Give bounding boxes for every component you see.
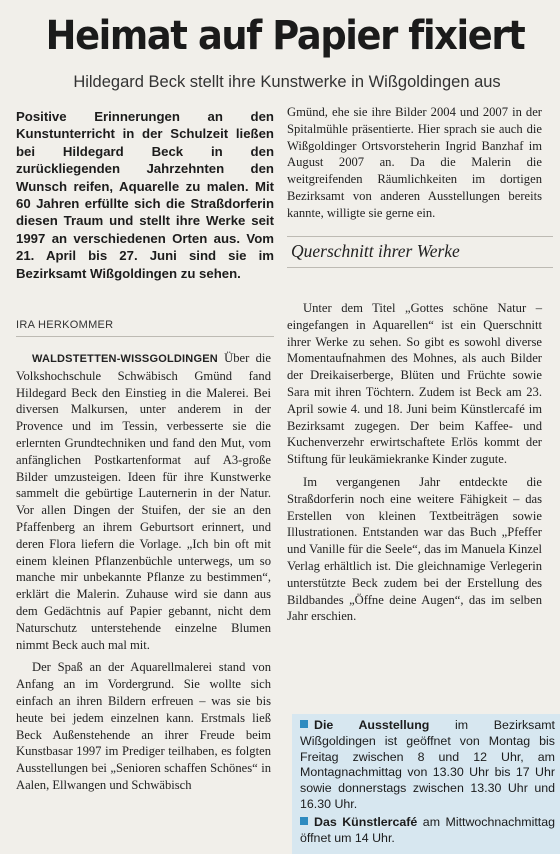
section-subhead: Querschnitt ihrer Werke	[287, 236, 553, 268]
info-item-exhibition	[300, 718, 555, 813]
right-para-1: Gmünd, ehe sie ihre Bilder 2004 und 2007 in der Spitalmühle präsentierte. Hier sprach sie auch die Wißgoldinger Ortsvorsteherin Ingrid Banzhaf im August 2007 an. Da die Malerin die weitgreifenden Räumlichkeiten im dortigen Bezirksamt von anderen Ausstellungen bereits kannte, willigte sie gerne ein.	[287, 105, 542, 220]
article-subheadline: Hildegard Beck stellt ihre Kunstwerke in Wißgoldingen aus	[73, 73, 501, 91]
info-item-exhibition-title: Die Ausstellung	[314, 718, 430, 732]
left-para-1	[16, 350, 271, 653]
article-lead: Positive Erinnerungen an den Kunstunterricht in der Schulzeit ließen bei Hildegard Beck in den zurückliegenden Jahrzehnten den Wunsch reifen, Aquarelle zu malen. Mit 60 Jahren erfüllte sich die Straßdorferin diesen Traum und stellt ihre Werke seit 1997 an verschiedenen Orten aus. Vom 21. April bis 27. Juni sind sie im Bezirksamt Wißgoldingen zu sehen.	[16, 109, 274, 281]
dateline: WALDSTETTEN-WISSGOLDINGEN	[32, 353, 218, 365]
info-item-cafe-title: Das Künstlercafé	[314, 814, 418, 829]
info-item-exhibition-text: im Bezirksamt Wißgoldingen ist geöffnet von Montag bis Freitag zwischen 8 und 12 Uhr, am Montagnachmittag von 13.30 Uhr bis 17 Uhr sowie donnerstags zwischen 13.30 Uhr und 16.30 Uhr.	[300, 718, 555, 811]
info-item-cafe-text: am Mittwochnachmittag öffnet um 14 Uhr.	[300, 814, 556, 845]
square-bullet-icon	[300, 720, 308, 728]
right-para-2: Unter dem Titel „Gottes schöne Natur – eingefangen in Aquarellen“ ist ein Querschnitt ihrer Werke zu sehen. So gibt es sowohl diverse Momentaufnahmen des Mohnes, als auch Bilder der Dreikaiserberge, Blüten und Früchte sowie Sara mit ihren Töchtern. Zudem ist Beck am 23. April sowie 4. und 18. Juni beim Künstlercafé im Bezirksamt zugegen. Der beim Kaffee- und Kuchenverzehr erwirtschaftete Erlös kommt der Stiftung für leukämiekranke Kinder zugute.	[287, 301, 542, 467]
square-bullet-icon	[300, 817, 308, 825]
article-headline: Heimat auf Papier fixiert	[45, 13, 525, 59]
left-para-1-text: Über die Volkshochschule Schwäbisch Gmünd fand Hildegard Beck den Einstieg in die Malerei. Bei diversen Malkursen, unter anderem in der Provence und im Tessin, verbesserte sie die erlernten Grundtechniken und fand den Mut, vom anfänglichen Postkartenformat auf A3-große Bilder umzusteigen. Ideen für ihre Kunstwerke sammelt die gebürtige Lauternerin in der Natur. Vor allen Dingen der Stuifen, der sie an den Pfaffenberg an ihrem Geburtsort erinnert, und deren Flora liefern die Vorlage. „Ich bin oft mit einem kleinen Pflanzenbüchle unterwegs, um so manche mir unbekannte Pflanze zu bestimmen“, erklärt die Malerin. Zuhause wird sie dann aus dem Gedächtnis auf Papier gebannt, nicht dem Naturschutz unterstehende einzelne Blumen nimmt Beck auch mal mit.	[16, 351, 271, 652]
right-column-top	[287, 104, 542, 222]
left-para-2: Der Spaß an der Aquarellmalerei stand von Anfang an im Vordergrund. Sie wollte sich einfach an ihren Bildern erfreuen – was sie bis heute bei jedem einzelnen kann. Erstmals ließ Beck Außenstehende an ihrer Freude beim Kunstbasar 1997 im Prediger teilhaben, es folgten Ausstellungen bei „Senioren schaffen Schönes“ in Aalen, Ellwangen und Schwäbisch	[16, 660, 271, 792]
left-column	[16, 350, 271, 794]
right-column-body	[287, 300, 542, 625]
info-item-cafe	[300, 815, 555, 847]
info-box	[292, 714, 560, 854]
right-para-3: Im vergangenen Jahr entdeckte die Straßdorferin noch eine weitere Fähigkeit – das Erstellen von kleinen Textbeiträgen sowie Illustrationen. Entstanden war das Buch „Pfeffer und Vanille für die Seele“, das im Manuela Kinzel Verlag erhältlich ist. Die gleichnamige Verlegerin unterstützte Beck zudem bei der Erstellung des Bildbandes „Öffne deine Augen“, das im selben Jahr erschien.	[287, 474, 542, 624]
author-byline: IRA HERKOMMER	[16, 318, 274, 337]
